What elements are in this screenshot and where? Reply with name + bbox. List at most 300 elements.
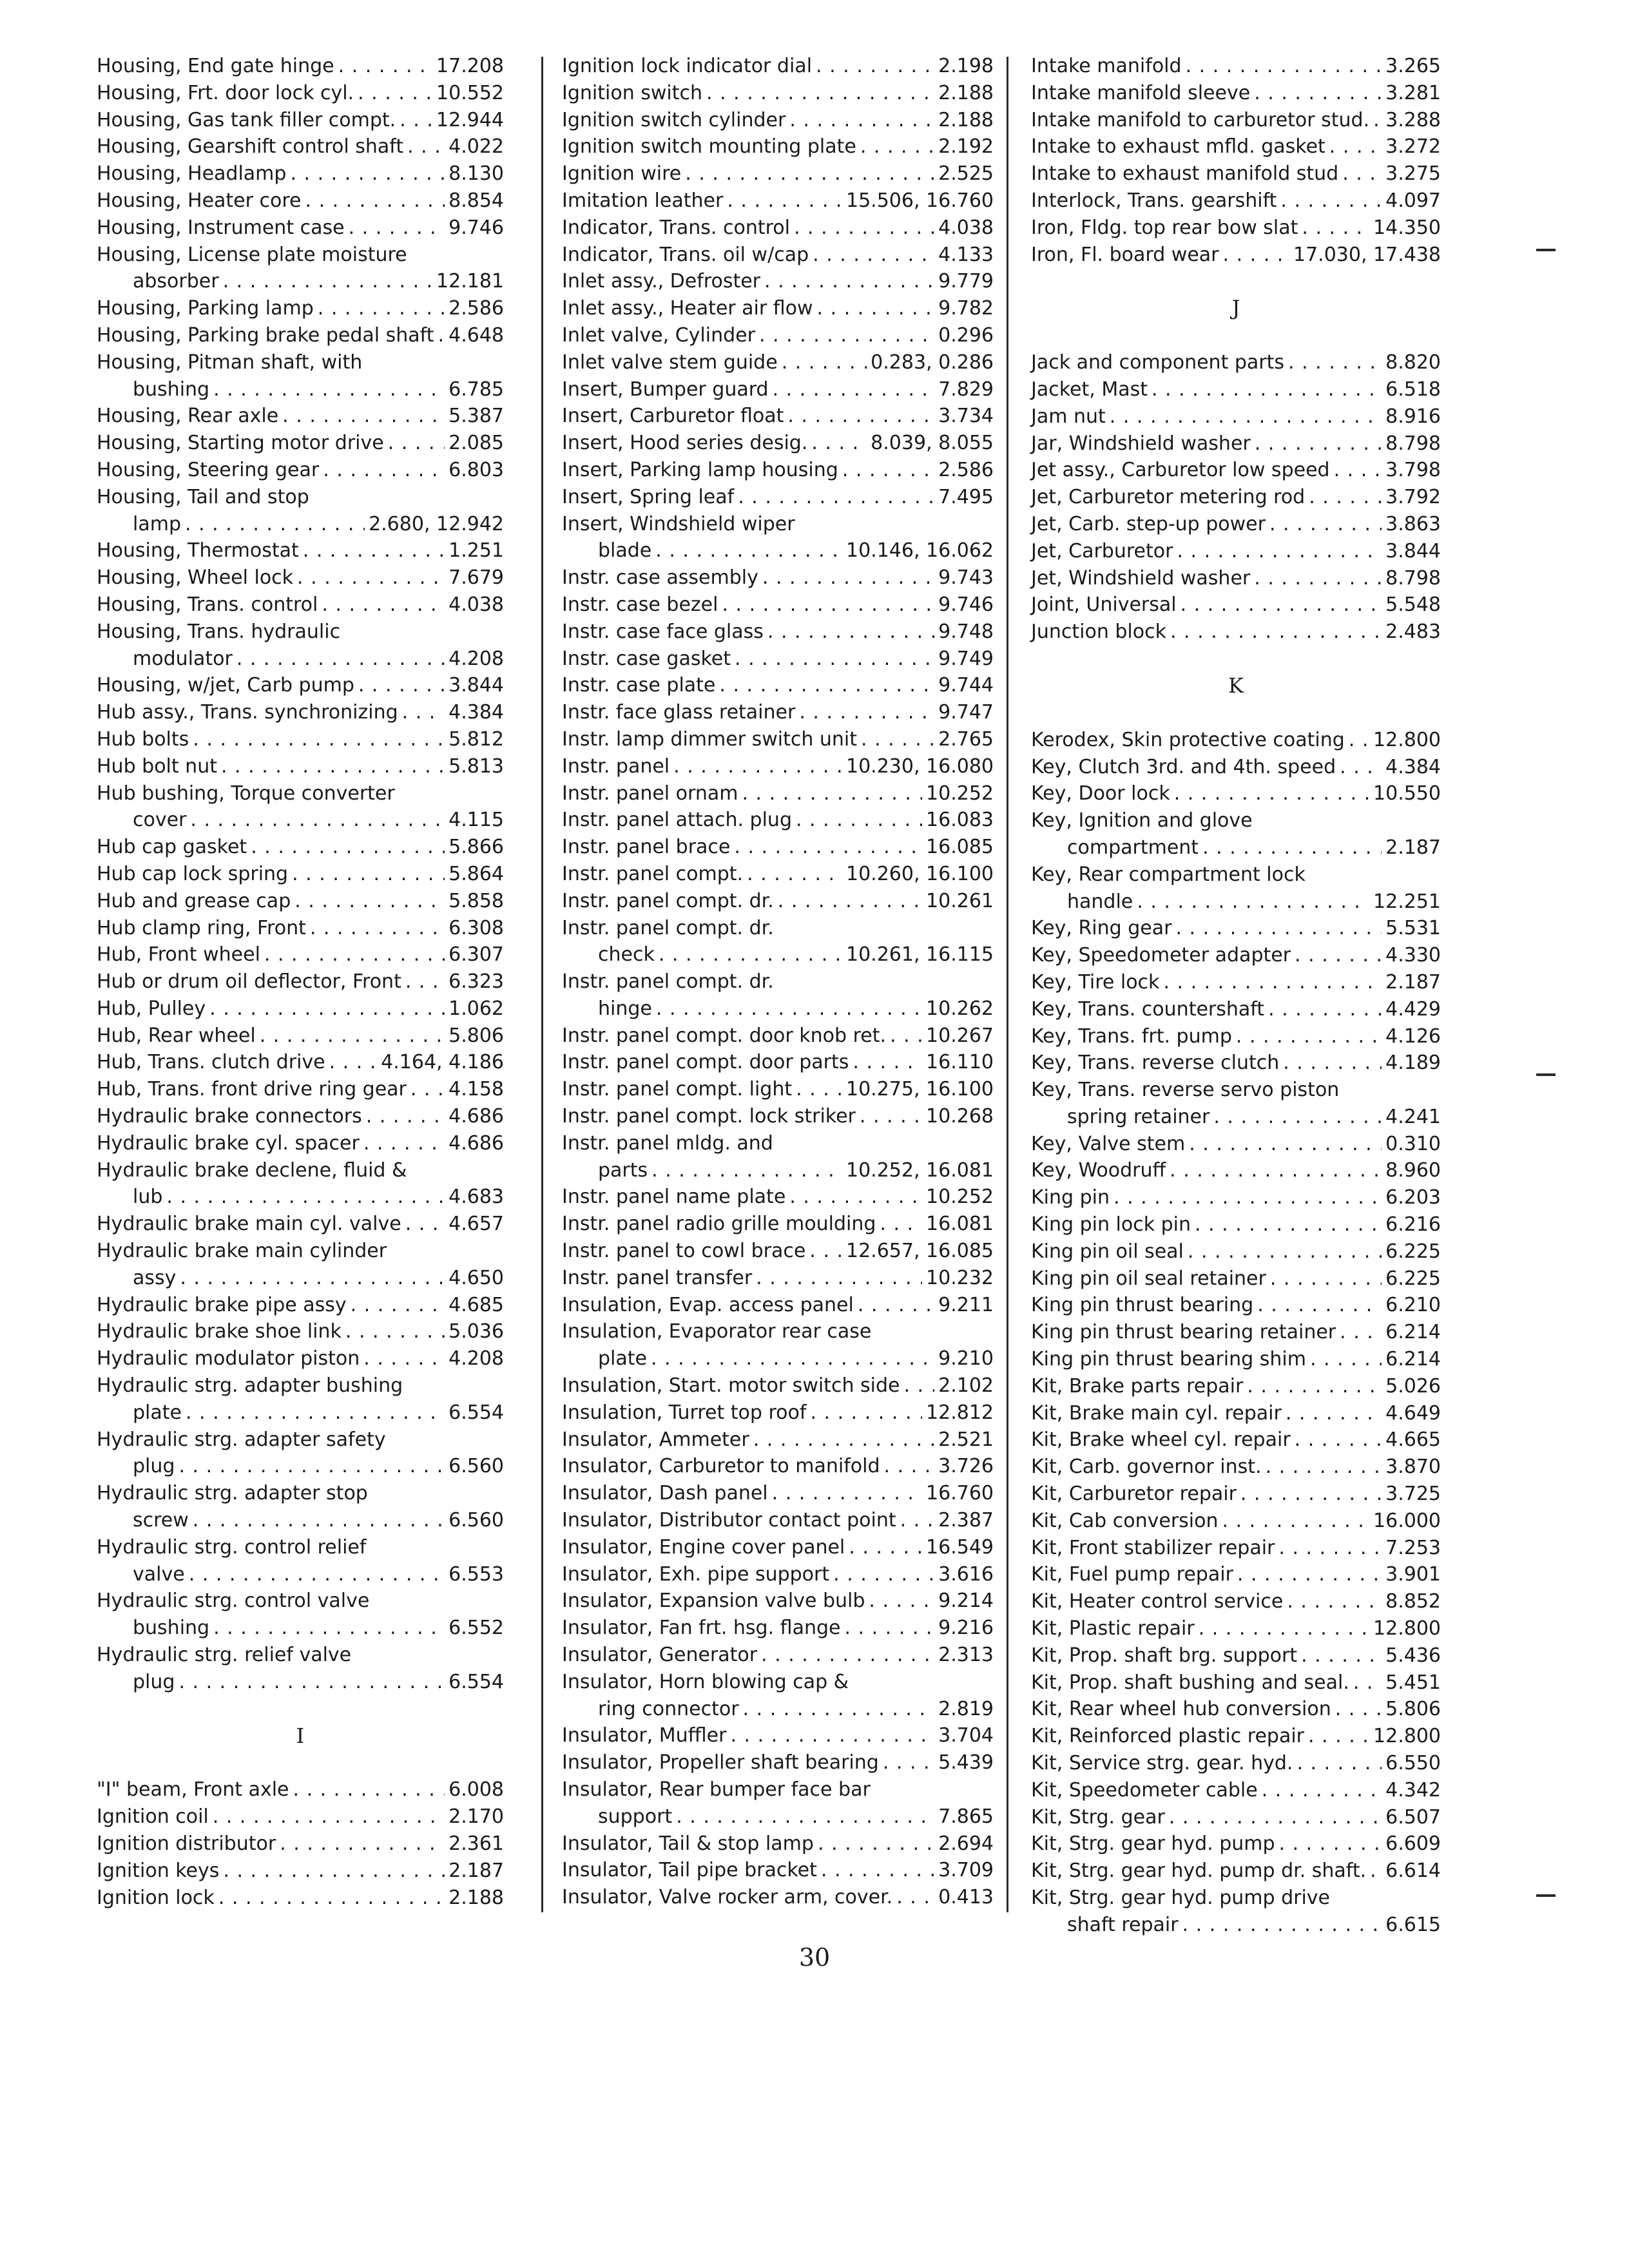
index-entry <box>1031 430 1441 457</box>
margin-mark <box>1536 1073 1556 1076</box>
entry-reference: 10.230, 16.080 <box>845 754 994 778</box>
entry-name-continuation: lub <box>133 1186 163 1209</box>
dot-leader <box>743 1696 935 1723</box>
entry-reference: 4.665 <box>1385 1428 1441 1452</box>
entry-name-continuation: handle <box>1067 890 1133 913</box>
entry-reference: 3.709 <box>938 1859 994 1882</box>
dot-leader <box>438 322 445 349</box>
entry-reference: 2.188 <box>448 1886 504 1909</box>
entry-name: Housing, Parking lamp <box>97 297 314 320</box>
entry-reference: 2.198 <box>938 55 994 77</box>
entry-name: Instr. face glass retainer <box>562 701 796 724</box>
index-entry <box>97 726 504 753</box>
index-entry <box>1031 807 1441 861</box>
entry-name: Jam nut <box>1031 405 1106 428</box>
dot-leader <box>811 430 867 457</box>
dot-leader <box>1308 1723 1369 1750</box>
entry-name: Hub bolts <box>97 727 189 751</box>
dot-leader <box>410 1076 445 1103</box>
entry-reference: 5.026 <box>1385 1374 1441 1398</box>
dot-leader <box>1283 1050 1382 1077</box>
entry-reference: 4.330 <box>1385 944 1441 967</box>
dot-leader <box>903 1372 934 1399</box>
entry-reference: 9.749 <box>938 647 994 670</box>
entry-name: Hub, Trans. clutch drive <box>97 1051 325 1074</box>
entry-reference: 6.507 <box>1385 1805 1441 1829</box>
entry-name: Jet, Carburetor metering rod <box>1031 486 1306 509</box>
entry-name: Instr. panel radio grille moulding <box>562 1213 876 1236</box>
index-entry <box>1031 1615 1441 1642</box>
entry-reference: 4.022 <box>448 135 504 159</box>
dot-leader <box>221 753 445 780</box>
entry-reference: 9.743 <box>938 566 994 590</box>
entry-reference: 12.657, 16.085 <box>845 1240 994 1263</box>
index-entry <box>1031 160 1441 187</box>
index-entry <box>1031 727 1441 754</box>
index-entry <box>97 619 504 673</box>
dot-leader <box>1280 187 1382 215</box>
entry-reference: 16.110 <box>926 1051 994 1074</box>
entry-reference: 3.275 <box>1385 162 1441 186</box>
entry-reference: 4.097 <box>1385 189 1441 212</box>
dot-leader <box>787 403 934 430</box>
entry-name: King pin thrust bearing shim <box>1031 1348 1306 1371</box>
entry-name-continuation: bushing <box>133 378 210 401</box>
index-entry <box>562 1588 994 1615</box>
index-entry <box>1031 1804 1441 1831</box>
entry-name: Jack and component parts <box>1031 351 1285 374</box>
dot-leader <box>189 1561 445 1588</box>
entry-reference: 3.798 <box>1385 459 1441 482</box>
index-entry <box>97 1049 504 1076</box>
index-entry <box>1031 376 1441 403</box>
entry-reference: 10.275, 16.100 <box>845 1078 994 1101</box>
entry-name: Insulation, Evap. access panel <box>562 1293 854 1316</box>
entry-reference: 2.187 <box>448 1859 504 1882</box>
entry-name: Kit, Brake main cyl. repair <box>1031 1401 1282 1425</box>
entry-reference: 4.649 <box>1385 1401 1441 1425</box>
dot-leader <box>1223 242 1289 269</box>
entry-name: Kit, Rear wheel hub conversion <box>1031 1698 1331 1721</box>
index-entry <box>562 1184 994 1211</box>
index-entry <box>1031 780 1441 807</box>
entry-reference: 6.554 <box>448 1670 504 1693</box>
dot-leader <box>1295 1427 1382 1454</box>
entry-name-continuation: bushing <box>133 1617 210 1640</box>
index-entry <box>1031 1481 1441 1508</box>
entry-name: Instr. panel attach. plug <box>562 809 792 832</box>
index-entry <box>1031 1642 1441 1669</box>
dot-leader <box>1240 1481 1382 1508</box>
entry-name: Hydraulic brake declene, fluid & <box>97 1158 407 1182</box>
entry-name: Insulator, Generator <box>562 1644 758 1667</box>
entry-reference: 10.550 <box>1373 782 1441 805</box>
index-entry <box>97 1292 504 1319</box>
entry-name: Housing, Starting motor drive <box>97 432 384 455</box>
index-entry <box>97 1318 504 1345</box>
entry-name-continuation: plug <box>133 1455 175 1478</box>
index-entry <box>97 1157 504 1211</box>
index-entry <box>97 484 504 538</box>
entry-reference: 5.436 <box>1385 1644 1441 1667</box>
dot-leader <box>1266 1454 1382 1481</box>
entry-reference: 7.829 <box>938 378 994 401</box>
entry-name: Indicator, Trans. control <box>562 216 790 239</box>
entry-reference: 2.187 <box>1385 836 1441 859</box>
entry-name: Hydraulic strg. control valve <box>97 1590 370 1613</box>
dot-leader <box>1353 1669 1382 1696</box>
index-entry <box>562 834 994 861</box>
dot-leader <box>796 1076 842 1103</box>
entry-name: Ignition coil <box>97 1805 209 1829</box>
index-entry <box>97 1130 504 1157</box>
dot-leader <box>858 1292 934 1319</box>
dot-leader <box>178 1453 445 1480</box>
dot-leader <box>676 1803 934 1831</box>
entry-reference: 5.812 <box>448 727 504 751</box>
index-entry <box>1031 1696 1441 1723</box>
dot-leader <box>1287 1588 1382 1615</box>
entry-reference: 4.164, 4.186 <box>381 1051 504 1074</box>
index-entry <box>562 80 994 107</box>
index-entry <box>97 107 504 134</box>
index-entry <box>1031 80 1441 107</box>
entry-name-continuation: screw <box>133 1509 189 1532</box>
dot-leader <box>773 376 935 403</box>
dot-leader <box>193 1507 445 1534</box>
entry-name: Instr. panel compt. <box>562 862 744 885</box>
dot-leader <box>323 457 445 484</box>
entry-name: Instr. panel compt. dr. <box>562 970 774 994</box>
entry-name: Key, Woodruff <box>1031 1159 1166 1182</box>
dot-leader <box>218 1885 445 1912</box>
index-entry <box>562 349 994 376</box>
entry-name: Housing, Pitman shaft, with <box>97 351 363 374</box>
index-entry <box>562 133 994 160</box>
index-entry <box>97 1427 504 1481</box>
entry-name: Instr. panel <box>562 754 670 778</box>
index-entry <box>562 484 994 511</box>
index-entry <box>97 403 504 430</box>
entry-name: Insulator, Exh. pipe support <box>562 1562 830 1586</box>
entry-name: King pin lock pin <box>1031 1213 1191 1236</box>
index-entry <box>97 295 504 322</box>
dot-leader <box>1247 1373 1382 1400</box>
entry-name: Intake to exhaust mfld. gasket <box>1031 135 1325 159</box>
entry-reference: 3.726 <box>938 1455 994 1478</box>
entry-reference: 7.679 <box>448 566 504 590</box>
index-entry <box>1031 1669 1441 1696</box>
entry-reference: 2.521 <box>938 1428 994 1451</box>
dot-leader <box>900 1507 935 1534</box>
dot-leader <box>1329 133 1382 160</box>
index-entry <box>1031 1292 1441 1319</box>
dot-leader <box>896 1884 934 1911</box>
entry-name: Housing, Headlamp <box>97 162 287 186</box>
entry-name: King pin oil seal <box>1031 1240 1184 1263</box>
dot-leader <box>789 107 934 134</box>
dot-leader <box>290 160 445 187</box>
entry-reference: 2.694 <box>938 1832 994 1855</box>
dot-leader <box>860 133 934 160</box>
entry-reference: 14.350 <box>1373 216 1441 239</box>
entry-name: Key, Tire lock <box>1031 970 1160 994</box>
dot-leader <box>1137 889 1369 916</box>
entry-name: Housing, w/jet, Carb pump <box>97 674 354 697</box>
entry-name: Housing, Instrument case <box>97 216 345 239</box>
dot-leader <box>1254 565 1382 592</box>
dot-leader <box>1254 80 1382 107</box>
index-entry <box>1031 1777 1441 1804</box>
dot-leader <box>166 1184 445 1211</box>
entry-reference: 5.439 <box>938 1751 994 1774</box>
entry-reference: 3.272 <box>1385 135 1441 159</box>
entry-reference: 2.483 <box>1385 620 1441 644</box>
entry-name: Housing, Trans. hydraulic <box>97 620 341 643</box>
entry-name: King pin thrust bearing retainer <box>1031 1321 1336 1344</box>
dot-leader <box>809 1238 842 1265</box>
entry-name-continuation: absorber <box>133 270 219 293</box>
dot-leader <box>742 780 922 807</box>
dot-leader <box>282 403 445 430</box>
index-entry <box>1031 511 1441 538</box>
entry-name-continuation: shaft repair <box>1067 1913 1179 1936</box>
section-letter-heading: I <box>296 1723 305 1748</box>
entry-name: Instr. panel to cowl brace <box>562 1240 806 1263</box>
index-entry <box>97 1776 504 1803</box>
index-entry <box>1031 861 1441 916</box>
dot-leader <box>767 619 934 646</box>
index-entry <box>562 968 994 1023</box>
index-entry <box>562 1507 994 1534</box>
entry-reference: 3.616 <box>938 1562 994 1586</box>
entry-name: Kit, Cab conversion <box>1031 1509 1219 1532</box>
entry-name: Hydraulic strg. relief valve <box>97 1644 352 1667</box>
index-entry <box>97 780 504 834</box>
dot-leader <box>861 726 934 753</box>
dot-leader <box>400 107 432 134</box>
entry-name: Hub bushing, Torque converter <box>97 782 395 805</box>
section-letter-heading: J <box>1231 296 1240 321</box>
dot-leader <box>685 160 934 187</box>
index-entry <box>562 1238 994 1265</box>
entry-name: Insulator, Propeller shaft bearing <box>562 1751 879 1774</box>
entry-name: Ignition lock indicator dial <box>562 55 813 77</box>
entry-reference: 2.192 <box>938 135 994 159</box>
dot-leader <box>1279 1831 1382 1858</box>
index-entry <box>97 915 504 942</box>
dot-leader <box>659 941 842 968</box>
entry-name: Insert, Carburetor float <box>562 405 784 428</box>
dot-leader <box>178 1669 445 1696</box>
entry-name: Instr. case gasket <box>562 647 731 670</box>
entry-name: Hub and grease cap <box>97 889 291 912</box>
index-entry <box>1031 1184 1441 1211</box>
entry-name: Hydraulic brake main cylinder <box>97 1240 387 1263</box>
entry-reference: 6.210 <box>1385 1294 1441 1317</box>
dot-leader <box>318 295 445 322</box>
entry-name: Kit, Service strg. gear. hyd. <box>1031 1752 1293 1775</box>
index-entry <box>562 1318 994 1372</box>
entry-name: Insert, Bumper guard <box>562 378 769 401</box>
entry-reference: 9.747 <box>938 701 994 724</box>
entry-reference: 1.251 <box>448 539 504 562</box>
dot-leader <box>1335 1696 1382 1723</box>
dot-leader <box>799 699 934 726</box>
index-entry <box>1031 1885 1441 1939</box>
entry-reference: 2.085 <box>448 432 504 455</box>
entry-reference: 12.181 <box>436 270 504 293</box>
index-entry <box>97 968 504 995</box>
entry-name: Housing, Gas tank filler compt. <box>97 108 396 131</box>
entry-name: Ignition distributor <box>97 1832 276 1855</box>
dot-leader <box>345 1318 445 1345</box>
dot-leader <box>1257 1292 1382 1319</box>
index-entry <box>1031 133 1441 160</box>
entry-reference: 16.083 <box>926 809 994 832</box>
entry-name-continuation: support <box>598 1805 673 1828</box>
entry-reference: 16.000 <box>1373 1509 1441 1532</box>
entry-name: Insulator, Muffler <box>562 1724 727 1747</box>
dot-leader <box>293 1776 445 1803</box>
index-entry <box>562 915 994 969</box>
entry-name-continuation: modulator <box>133 647 233 670</box>
dot-leader <box>1182 1912 1382 1939</box>
entry-reference: 3.725 <box>1385 1483 1441 1506</box>
entry-reference: 4.686 <box>448 1105 504 1128</box>
index-entry <box>562 107 994 134</box>
dot-leader <box>1349 727 1369 754</box>
index-entry <box>1031 1238 1441 1265</box>
index-entry <box>97 457 504 484</box>
dot-leader <box>213 376 445 403</box>
entry-reference: 10.146, 16.062 <box>845 539 994 562</box>
entry-reference: 4.189 <box>1385 1052 1441 1075</box>
index-entry <box>1031 107 1441 134</box>
index-entry <box>562 295 994 322</box>
entry-reference: 9.782 <box>938 297 994 320</box>
entry-name: Intake manifold to carburetor stud. <box>1031 108 1370 131</box>
entry-reference: 10.252, 16.081 <box>845 1158 994 1182</box>
entry-name: Key, Ignition and glove <box>1031 809 1253 832</box>
dot-leader <box>322 591 445 619</box>
dot-leader <box>1370 1858 1382 1885</box>
index-entry <box>562 646 994 673</box>
entry-name: Instr. panel brace <box>562 836 731 859</box>
entry-reference: 4.384 <box>448 701 504 724</box>
dot-leader <box>794 215 934 242</box>
index-entry <box>1031 619 1441 646</box>
entry-reference: 6.803 <box>448 458 504 481</box>
dot-leader <box>651 1157 842 1184</box>
entry-reference: 6.225 <box>1385 1240 1441 1263</box>
entry-reference: 3.792 <box>1385 486 1441 509</box>
entry-name: Key, Valve stem <box>1031 1132 1186 1155</box>
entry-reference: 2.586 <box>448 297 504 320</box>
page-number: 30 <box>798 1943 831 1972</box>
entry-reference: 5.036 <box>448 1320 504 1343</box>
dot-leader <box>782 349 867 376</box>
entry-reference: 0.283, 0.286 <box>871 351 994 374</box>
index-entry <box>1031 242 1441 269</box>
index-entry <box>1031 1050 1441 1077</box>
index-entry <box>562 861 994 888</box>
entry-name: Insulator, Ammeter <box>562 1428 749 1451</box>
index-entry <box>97 1211 504 1238</box>
entry-reference: 4.384 <box>1385 755 1441 778</box>
entry-reference: 6.008 <box>448 1778 504 1802</box>
entry-reference: 3.734 <box>938 405 994 428</box>
entry-reference: 6.203 <box>1385 1186 1441 1209</box>
entry-reference: 17.208 <box>436 55 504 77</box>
column-divider <box>1007 57 1008 1912</box>
index-entry <box>562 564 994 591</box>
index-entry <box>562 376 994 403</box>
entry-name: Insulation, Start. motor switch side <box>562 1374 900 1398</box>
entry-name: Instr. panel compt. dr. <box>562 889 774 912</box>
entry-reference: 6.550 <box>1385 1752 1441 1775</box>
index-entry <box>97 322 504 349</box>
dot-leader <box>402 699 445 726</box>
entry-name-continuation: valve <box>133 1562 185 1586</box>
entry-reference: 9.746 <box>448 216 504 239</box>
index-entry <box>562 403 994 430</box>
entry-name: Ignition switch <box>562 81 703 104</box>
dot-leader <box>1373 107 1382 134</box>
entry-name: Jacket, Mast <box>1031 378 1148 401</box>
entry-name: Kit, Heater control service <box>1031 1590 1284 1613</box>
index-entry <box>97 753 504 780</box>
entry-name: Hub, Front wheel <box>97 943 260 966</box>
entry-name: Housing, Steering gear <box>97 458 320 481</box>
index-entry <box>97 995 504 1023</box>
entry-reference: 6.214 <box>1385 1348 1441 1371</box>
dot-leader <box>778 888 922 915</box>
entry-name: "I" beam, Front axle <box>97 1778 289 1802</box>
dot-leader <box>655 537 842 564</box>
dot-leader <box>789 1184 922 1211</box>
dot-leader <box>363 1130 445 1157</box>
index-entry <box>97 537 504 564</box>
index-entry <box>97 834 504 861</box>
dot-leader <box>1175 915 1382 942</box>
index-entry <box>1031 942 1441 969</box>
index-entry <box>97 1238 504 1292</box>
dot-leader <box>762 564 934 591</box>
entry-reference: 3.704 <box>938 1724 994 1747</box>
entry-name: Kerodex, Skin protective coating <box>1031 728 1345 751</box>
entry-reference: 10.261, 16.115 <box>845 943 994 966</box>
dot-leader <box>890 1023 922 1050</box>
entry-name: Instr. case bezel <box>562 593 718 616</box>
dot-leader <box>706 80 934 107</box>
entry-reference: 4.158 <box>448 1078 504 1101</box>
index-entry <box>562 699 994 726</box>
entry-reference: 10.252 <box>926 1186 994 1209</box>
dot-leader <box>1340 754 1382 781</box>
index-entry <box>97 1372 504 1427</box>
dot-leader <box>813 242 934 269</box>
entry-reference: 6.214 <box>1385 1321 1441 1344</box>
index-entry <box>1031 538 1441 565</box>
dot-leader <box>764 268 934 295</box>
dot-leader <box>656 995 922 1023</box>
entry-name: Kit, Reinforced plastic repair <box>1031 1725 1305 1748</box>
dot-leader <box>1213 1104 1382 1131</box>
dot-leader <box>880 1211 922 1238</box>
margin-mark <box>1536 249 1556 251</box>
entry-name: Insulator, Valve rocker arm, cover. <box>562 1886 893 1909</box>
